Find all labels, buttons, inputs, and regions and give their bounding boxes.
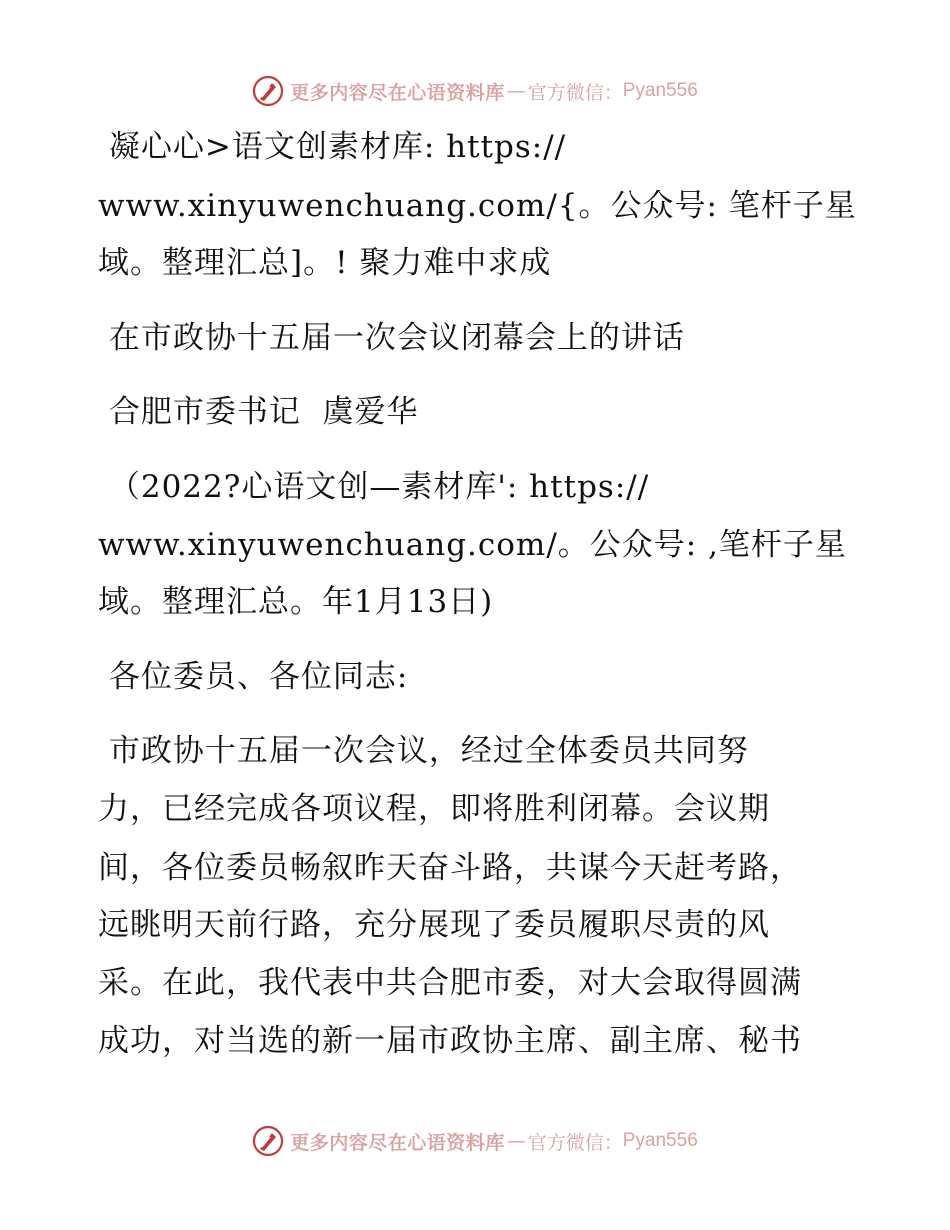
salutation: 各位委员、各位同志: bbox=[98, 659, 409, 695]
text-line: www.xinyuwenchuang.com/{。公众号: 笔杆子星 bbox=[98, 188, 857, 224]
speaker-line: 合肥市委书记 虞爱华 bbox=[98, 394, 419, 430]
text-line: 域。整理汇总]。! 聚力难中求成 bbox=[98, 245, 552, 281]
watermark-banner-bottom bbox=[0, 1121, 950, 1161]
watermark-separator: — bbox=[506, 80, 526, 102]
watermark-label: 官方微信： bbox=[527, 1131, 623, 1154]
paragraph-line: 间，各位委员畅叙昨天奋斗路，共谋今天赶考路， bbox=[98, 850, 802, 886]
paragraph-line: 成功，对当选的新一届市政协主席、副主席、秘书 bbox=[98, 1023, 802, 1059]
watermark-separator: — bbox=[506, 1130, 526, 1152]
paragraph-line: 市政协十五届一次会议，经过全体委员共同努 bbox=[98, 733, 749, 769]
text-line: （2022?心语文创—素材库': https:// bbox=[98, 469, 650, 505]
watermark-text: 更多内容尽在心语资料库 bbox=[290, 1131, 505, 1154]
date-line: 域。整理汇总。年1月13日) bbox=[98, 584, 494, 620]
paragraph-line: 采。在此，我代表中共合肥市委，对大会取得圆满 bbox=[98, 965, 802, 1001]
watermark-label: 官方微信： bbox=[527, 81, 623, 104]
watermark-text: 更多内容尽在心语资料库 bbox=[290, 81, 505, 104]
feather-pen-logo-icon bbox=[252, 75, 284, 107]
watermark-banner-top bbox=[0, 71, 950, 111]
paragraph-line: 远眺明天前行路，充分展现了委员履职尽责的风 bbox=[98, 907, 770, 943]
watermark-account: Pyan556 bbox=[622, 1130, 698, 1151]
watermark-account: Pyan556 bbox=[622, 80, 698, 101]
text-line: 凝心心>语文创素材库: https:// bbox=[98, 129, 567, 165]
text-line: www.xinyuwenchuang.com/。公众号: ,笔杆子星 bbox=[98, 527, 847, 563]
feather-pen-logo-icon bbox=[252, 1125, 284, 1157]
speech-title: 在市政协十五届一次会议闭幕会上的讲话 bbox=[98, 320, 685, 356]
paragraph-line: 力，已经完成各项议程，即将胜利闭幕。会议期 bbox=[98, 791, 770, 827]
